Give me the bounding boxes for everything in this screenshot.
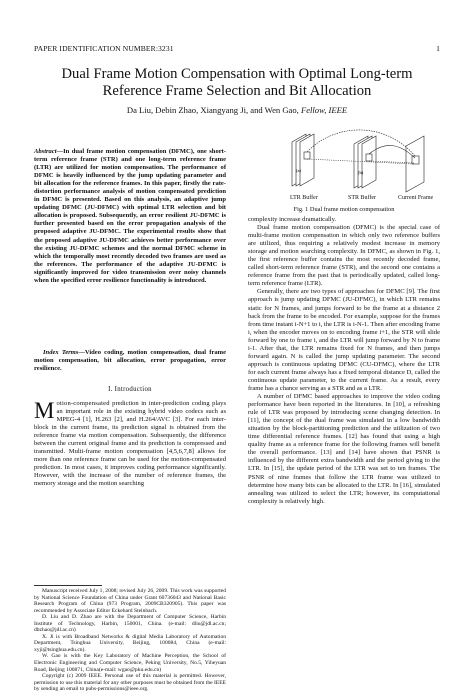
footnotes <box>34 588 226 693</box>
introduction-body <box>34 400 226 489</box>
footnote: Manuscript received July 1, 2008; revised July 26, 2009. This work was supported by National Science Foundation of China under Grant 60736043 and National Basic Research Program of China (973 Program, 2009CB320905). This paper was recommended by Associate Editor Eckehard Steinbach. <box>34 588 226 614</box>
author-suffix: Fellow, IEEE <box>300 105 348 115</box>
author-line <box>40 105 434 115</box>
footnote: W. Gao is with the Key Laboratory of Machine Perception, the School of Electronic Engineering and Computer Science, Peking University, No.5, Yiheyuan Road, Beijing 100871, China(e-mail: wgao@pku.edu.cn) <box>34 653 226 673</box>
label-current-frame: Current Frame <box>398 195 434 201</box>
author-names: Da Liu, Debin Zhao, Xiangyang Ji, and Wen Gao, <box>126 105 301 115</box>
paragraph: Dual frame motion compensation (DFMC) is the special case of multi-frame motion compensation in which only two reference buffers are utilized, thus requiring a relatively modest increase in memory storage and motion searching complexity. In DFMC, as shown in Fig. 1, the first reference buffer contains the most recently decoded frame, called short-term reference frame (STR), and the second one contains a reference frame from the past that is periodically updated, called long-term reference frame (LTR). <box>248 224 440 288</box>
abstract <box>34 148 226 285</box>
footnote-rule <box>34 585 102 586</box>
paragraph: Generally, there are two types of approaches for DFMC [9]. The first approach is jump updating DFMC (JU-DFMC), in which LTR remains static for N frames, and jumps forward to be the frame at a distance 2 back from the frame to be encoded. For example, suppose for the frames from time instant i-N+1 to i, the LTR is i-N-1. Then after encoding frame i, when the encoder moves on to encoding frame i+1, the STR will slide forward by one to frame i, and the LTR will jump forward by N to frame i-1. After that, the LTR remains fixed for N frames, and then jumps forward again. N is called the jump updating parameter. The second approach is continuous updating DFMC (CU-DFMC), where the LTR for each current frame always has a fixed temporal distance D, called the continuous update parameter, to the current frame. As a result, every frame has a chance serving as a STR and as a LTR. <box>248 288 440 392</box>
tag-a: (a) <box>296 168 301 173</box>
section-heading: I. Introduction <box>108 386 152 393</box>
footnote: D. Liu and D. Zhao are with the Department of Computer Science, Harbin Institute of Technology, Harbin, 150001, China. (e-mail: dliu@jdl.ac.cn; dbzhao@jdl.ac.cn) <box>34 614 226 634</box>
figure-caption: Fig. 1 Dual frame motion compensation <box>293 206 395 213</box>
label-str-buffer: STR Buffer <box>348 195 377 201</box>
label-ltr-buffer: LTR Buffer <box>290 195 318 201</box>
paragraph: complexity increase dramatically. <box>248 216 337 223</box>
index-terms-text: —Video coding, motion compensation, dual frame motion compensation, bit allocation, error propagation, error resilience. <box>34 349 226 373</box>
ltr-buffer-frames <box>292 134 314 186</box>
right-column-body <box>248 216 440 506</box>
footnote: X. Ji is with Broadband Networks & digital Media Laboratory of Automation Department, Tsinghua University, Beijing, 100084, China (e-mail: xyji@tsinghua.edu.cn). <box>34 633 226 653</box>
footnote: Copyright (c) 2009 IEEE. Personal use of this material is permitted. However, permission to use this material for any other purposes must be obtained from the IEEE by sending an email to pubs-permissions@ieee.org. <box>34 673 226 693</box>
intro-text: prediction in inter-prediction coding plays an important role in the existing hybrid video codecs such as MPEG-4 [1], H.263 [2], and H.264/AVC [3]. For each inter-block in the current frame, its prediction signal is obtained from the reference frame via motion compensation. Subsequently, the difference between the current original frame and its prediction is compressed and transmitted. Multi-frame motion compensation [4,5,6,7,8] allows for more than one reference frame can be used for the motion-compensated prediction. In most cases, it improves coding performance significantly. However, with the increase of the number of reference frames, the memory storage and the motion searching <box>34 400 226 488</box>
tag-b: (b) <box>358 170 364 175</box>
drop-cap: M <box>34 398 55 423</box>
page-number: 1 <box>436 44 440 53</box>
index-terms <box>34 349 226 373</box>
intro-first-word: otion-compensated <box>56 400 110 407</box>
abstract-label: Abstract <box>34 148 57 155</box>
paragraph: A number of DFMC based approaches to improve the video coding performance have been reported in the literatures. In [10], a refreshing rule of LTR was proposed by introducing scene changing detection. In [11], the concept of the dual frame was simulated in a low bandwidth situation by the block-partitioning prediction and the utilization of two time differential reference frames. [12] has found that using a high quality frame as a reference frame for the following frames will benefit the overall performance. [13] and [14] have shown that PSNR is influenced by the different extra bandwidth and the period giving to the LTR. In [15], the update period of the LTR was set to ten frames. The PSNR of nine frames that follow the LTR frame was utilized to determine how many bits can be allocated to the LTR. In [16], simulated annealing was utilized to select the LTR; however, its computational complexity is relatively high. <box>248 393 440 505</box>
running-header <box>34 44 440 53</box>
figure-dual-frame-diagram <box>286 128 441 216</box>
abstract-text: —In dual frame motion compensation (DFMC), one short-term reference frame (STR) and one long-term reference frame (LTR) are utilized for motion compensation. The performance of DFMC is heavily influenced by the jump updating parameter and bit allocation for the reference frames. In this paper, firstly the rate-distortion performance analysis of motion compensated prediction in DFMC is presented. Based on this analysis, an adaptive jump updating DFMC (JU-DFMC) with optimal LTR selection and bit allocation is proposed. Subsequently, an error resilient JU-DFMC is further presented based on the error propagation analysis of the proposed adaptive JU-DFMC. The experimental results show that the proposed adaptive JU-DFMC achieves better performance over the existing JU-DFMC schemes and the normal DFMC scheme in which the temporally most recently decoded two frames are used as the references. The performance of the adaptive JU-DFMC is significantly improved for video transmission over noisy channels when the specified error resilience functionality is introduced. <box>34 148 226 284</box>
index-terms-label: Index Terms <box>43 349 79 356</box>
paper-title: Dual Frame Motion Compensation with Optimal Long-term Reference Frame Selection and Bit Allocation <box>61 66 413 99</box>
paper-id: PAPER IDENTIFICATION NUMBER:3231 <box>34 44 174 53</box>
